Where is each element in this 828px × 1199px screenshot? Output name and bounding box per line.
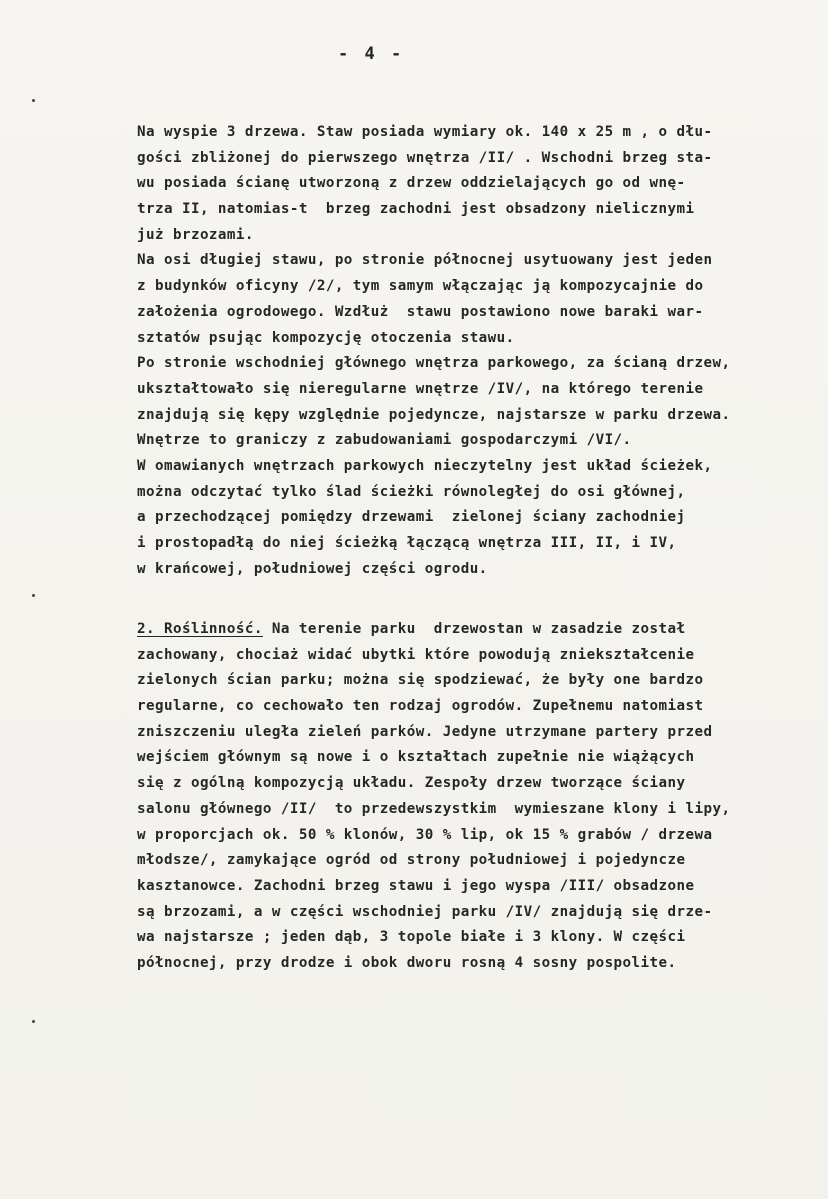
page-number: - 4 -: [338, 44, 405, 64]
text-line: Wnętrze to graniczy z zabudowaniami gospodarczymi /VI/.: [137, 432, 632, 449]
text-line: i prostopadłą do niej ścieżką łączącą wnętrza III, II, i IV,: [137, 535, 677, 551]
margin-dot: [32, 99, 35, 102]
text-line: zielonych ścian parku; można się spodziewać, że były one bardzo: [137, 672, 704, 689]
text-line: wejściem głównym są nowe i o kształtach zupełnie nie wiążących: [137, 749, 695, 766]
section2-first-line: [137, 617, 817, 643]
text-line: północnej, przy drodze i obok dworu rosną 4 sosny pospolite.: [137, 954, 677, 971]
text-line: ukształtowało się nieregularne wnętrze /IV/, na którego terenie: [137, 380, 704, 397]
text-line: salonu głównego /II/ to przedewszystkim wymieszane klony i lipy,: [137, 800, 731, 817]
text-line: zachowany, chociaż widać ubytki które powodują zniekształcenie: [137, 646, 695, 663]
text-line: trza II, natomias-t brzeg zachodni jest obsadzony nielicznymi: [137, 201, 695, 218]
margin-dot: [32, 1020, 35, 1023]
text-line: kasztanowce. Zachodni brzeg stawu i jego wyspa /III/ obsadzone: [137, 877, 695, 894]
text-line: Na wyspie 3 drzewa. Staw posiada wymiary ok. 140 x 25 m , o dłu-: [137, 124, 713, 140]
section-heading: 2. Roślinność.: [137, 621, 263, 637]
text-line: z budynków oficyny /2/, tym samym włączając ją kompozycajnie do: [137, 278, 704, 295]
text-line: Po stronie wschodniej głównego wnętrza parkowego, za ścianą drzew,: [137, 355, 731, 372]
text-line: w proporcjach ok. 50 % klonów, 30 % lip, ok 15 % grabów / drzewa: [137, 826, 713, 843]
text-line: sztatów psując kompozycję otoczenia stawu.: [137, 329, 515, 346]
text-line: wu posiada ścianę utworzoną z drzew oddzielających go od wnę-: [137, 175, 686, 192]
text-line: W omawianych wnętrzach parkowych nieczytelny jest układ ścieżek,: [137, 457, 713, 474]
text-line: znajdują się kępy względnie pojedyncze, najstarsze w parku drzewa.: [137, 406, 731, 423]
section1-paragraphs: [137, 120, 817, 582]
text-line: młodsze/, zamykające ogród od strony południowej i pojedyncze: [137, 852, 686, 869]
section2-paragraphs: [137, 617, 817, 977]
text-line: można odczytać tylko ślad ścieżki równoległej do osi głównej,: [137, 483, 686, 500]
text-line-rest: Na terenie parku drzewostan w zasadzie został: [262, 621, 686, 637]
text-line: w krańcowej, południowej części ogrodu.: [137, 560, 488, 577]
text-line: zniszczeniu uległa zieleń parków. Jedyne utrzymane partery przed: [137, 723, 713, 740]
margin-dot: [32, 594, 35, 597]
text-line: są brzozami, a w części wschodniej parku /IV/ znajdują się drze-: [137, 903, 713, 920]
text-line: gości zbliżonej do pierwszego wnętrza /II/ . Wschodni brzeg sta-: [137, 149, 713, 166]
text-line: już brzozami.: [137, 226, 254, 243]
text-line: a przechodzącej pomiędzy drzewami zielonej ściany zachodniej: [137, 509, 686, 526]
text-line: Na osi długiej stawu, po stronie północnej usytuowany jest jeden: [137, 252, 713, 269]
text-line: założenia ogrodowego. Wzdłuż stawu postawiono nowe baraki war-: [137, 303, 704, 320]
text-line: regularne, co cechowało ten rodzaj ogrodów. Zupełnemu natomiast: [137, 698, 704, 715]
text-line: się z ogólną kompozycją układu. Zespoły drzew tworzące ściany: [137, 775, 686, 792]
text-line: wa najstarsze ; jeden dąb, 3 topole białe i 3 klony. W części: [137, 929, 686, 946]
